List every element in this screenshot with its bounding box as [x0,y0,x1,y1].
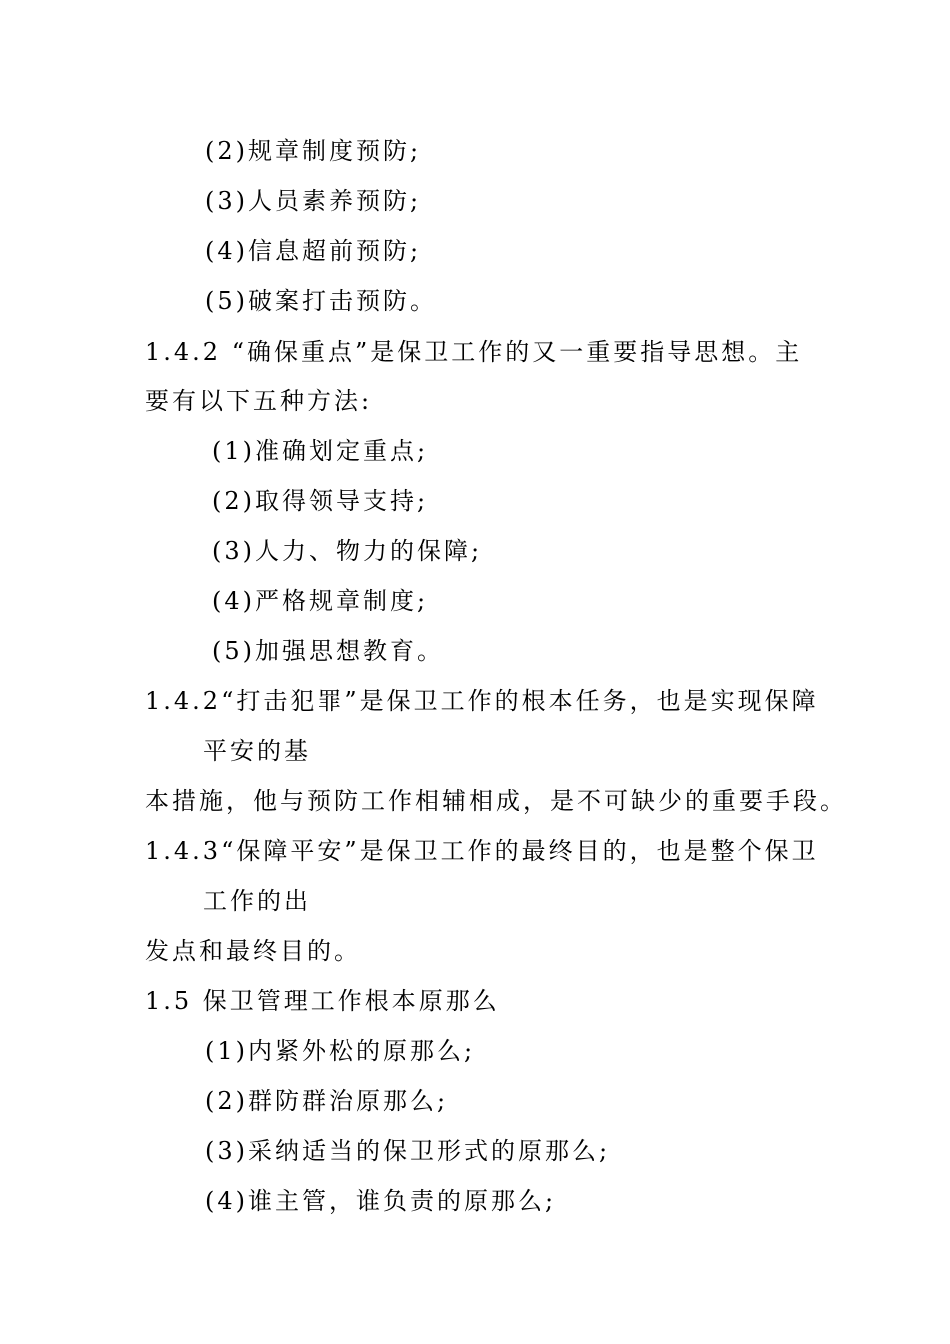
list-item: (4)严格规章制度; [212,587,429,615]
list-item: (2)规章制度预防; [205,137,422,165]
section-heading: 1.4.3“保障平安”是保卫工作的最终目的，也是整个保卫 [145,837,819,865]
paragraph-line: 本措施，他与预防工作相辅相成，是不可缺少的重要手段。 [145,787,847,815]
list-item: (1)准确划定重点; [212,437,429,465]
list-item: (5)加强思想教育。 [212,637,444,665]
list-item: (4)信息超前预防; [205,237,422,265]
list-item: (2)取得领导支持; [212,487,429,515]
section-heading: 1.5 保卫管理工作根本原那么 [145,987,500,1015]
list-item: (2)群防群治原那么; [205,1087,449,1115]
paragraph-line: 平安的基 [203,737,311,765]
section-heading: 1.4.2“打击犯罪”是保卫工作的根本任务，也是实现保障 [145,687,819,715]
list-item: (4)谁主管，谁负责的原那么; [205,1187,557,1215]
list-item: (3)人力、物力的保障; [212,537,483,565]
paragraph-line: 发点和最终目的。 [145,937,361,965]
list-item: (1)内紧外松的原那么; [205,1037,476,1065]
paragraph-line: 要有以下五种方法: [145,387,373,415]
section-heading: 1.4.2 “确保重点”是保卫工作的又一重要指导思想。主 [145,338,803,366]
list-item: (5)破案打击预防。 [205,287,437,315]
paragraph-line: 工作的出 [203,887,311,915]
list-item: (3)人员素养预防; [205,187,422,215]
list-item: (3)采纳适当的保卫形式的原那么; [205,1137,611,1165]
